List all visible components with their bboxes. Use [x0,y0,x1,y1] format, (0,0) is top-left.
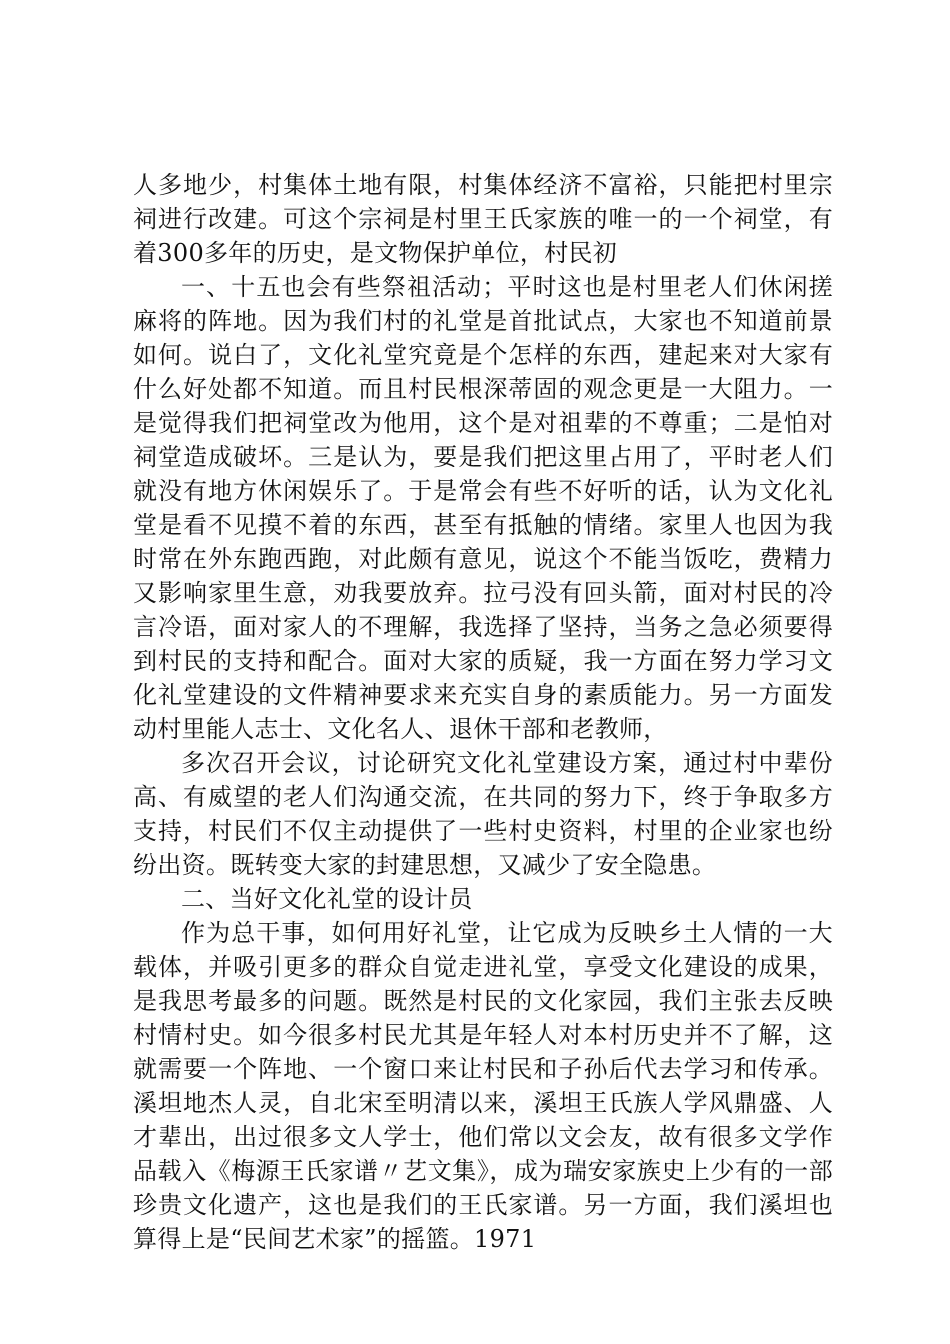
paragraph-1: 人多地少，村集体土地有限，村集体经济不富裕，只能把村里宗祠进行改建。可这个宗祠是村里王氏家族的唯一的一个祠堂，有着300多年的历史，是文物保护单位，村民初 [133,171,833,267]
paragraph-4: 作为总干事，如何用好礼堂，让它成为反映乡土人情的一大载体，并吸引更多的群众自觉走进礼堂，享受文化建设的成果，是我思考最多的问题。既然是村民的文化家园，我们主张去反映村情村史。如今很多村民尤其是年轻人对本村历史并不了解，这就需要一个阵地、一个窗口来让村民和子孙后代去学习和传承。溪坦地杰人灵，自北宋至明清以来，溪坦王氏族人学风鼎盛、人才辈出，出过很多文人学士，他们常以文会友，故有很多文学作品载入《梅源王氏家谱〃艺文集》，成为瑞安家族史上少有的一部珍贵文化遗产，这也是我们的王氏家谱。另一方面，我们溪坦也算得上是“民间艺术家”的摇篮。1971 [133,919,833,1253]
paragraph-2: 一、十五也会有些祭祖活动；平时这也是村里老人们休闲搓麻将的阵地。因为我们村的礼堂是首批试点，大家也不知道前景如何。说白了，文化礼堂究竟是个怎样的东西，建起来对大家有什么好处都不知道。而且村民根深蒂固的观念更是一大阻力。一是觉得我们把祠堂改为他用，这个是对祖辈的不尊重；二是怕对祠堂造成破坏。三是认为，要是我们把这里占用了，平时老人们就没有地方休闲娱乐了。于是常会有些不好听的话，认为文化礼堂是看不见摸不着的东西，甚至有抵触的情绪。家里人也因为我时常在外东跑西跑，对此颇有意见，说这个不能当饭吃，费精力又影响家里生意，劝我要放弃。拉弓没有回头箭，面对村民的冷言冷语，面对家人的不理解，我选择了坚持，当务之急必须要得到村民的支持和配合。面对大家的质疑，我一方面在努力学习文化礼堂建设的文件精神要求来充实自身的素质能力。另一方面发动村里能人志士、文化名人、退休干部和老教师， [133,273,833,743]
document-body [133,168,833,1256]
section-heading: 二、当好文化礼堂的设计员 [181,885,473,913]
paragraph-3: 多次召开会议，讨论研究文化礼堂建设方案，通过村中辈份高、有威望的老人们沟通交流，在共同的努力下，终于争取多方支持，村民们不仅主动提供了一些村史资料，村里的企业家也纷纷出资。既转变大家的封建思想，又减少了安全隐患。 [133,749,833,879]
